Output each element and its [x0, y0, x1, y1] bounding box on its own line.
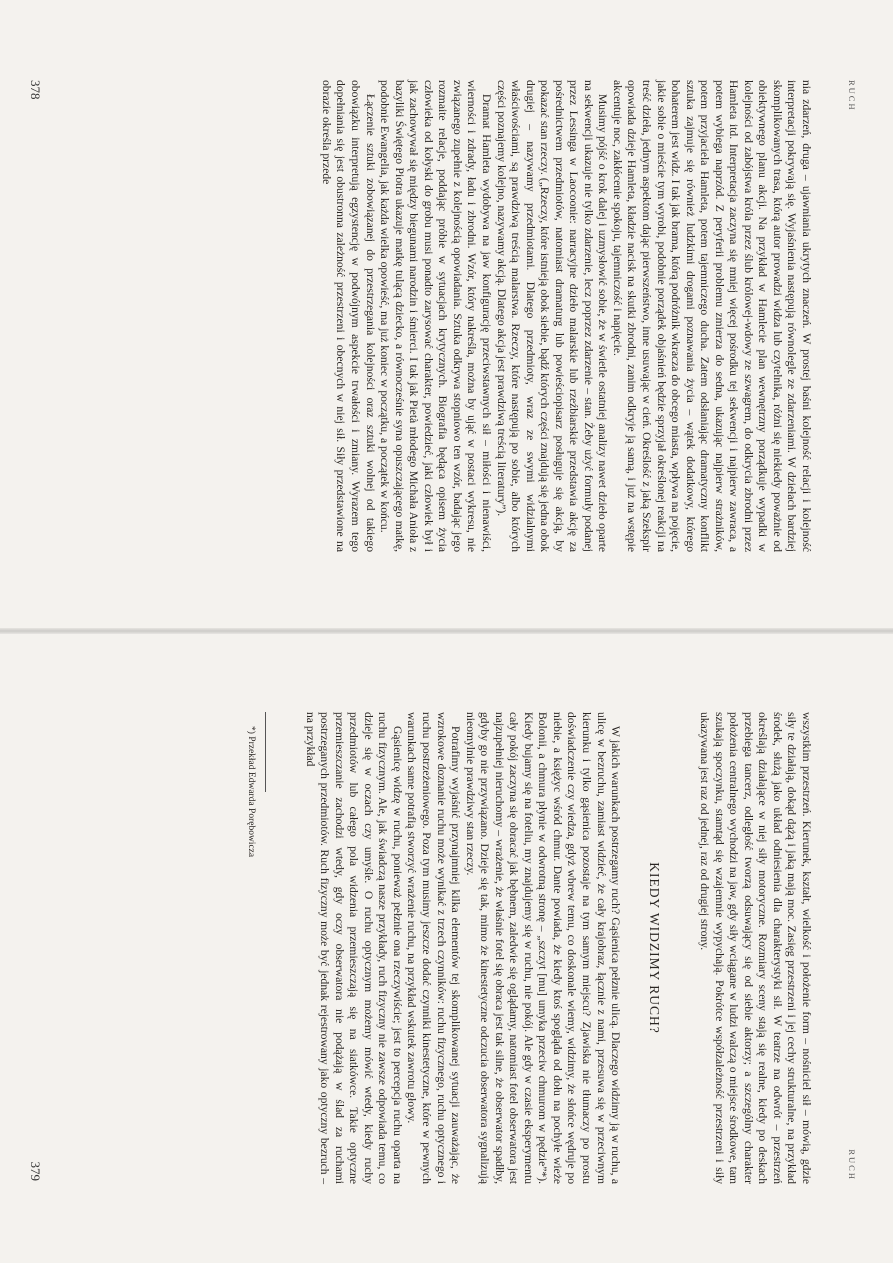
footnote: *) Przekład Edwarda Porębowicza: [246, 726, 257, 858]
page-number-left: 378: [28, 80, 43, 100]
paragraph: nia zdarzeń, druga – ujawniania ukrytych znaczeń. W prostej baśni kolejność relacji i kolejność interpretacji pokrywają się. Wyjaśnienia następują równolegle ze zdarzeniami. W dziełach bardziej skomplikowanych trasa, którą autor prowadzi widza lub czytelnika, różni się niekiedy poważnie od obiektywnego planu akcji. Na przykład w Hamlecie plan wewnętrzny porządkuje wypadki w kolejności od zabójstwa króla przez ślub królowej-wdowy ze szwagrem, do odkrycia zbrodni przez Hamleta itd. Interpretacja zaczyna się mniej więcej pośrodku tej sekwencji i najpierw zawraca, a potem wybiega naprzód. Z peryferii problemu zmierza do sedna, ukazując najpierw strażników, potem przyjaciela Hamleta, potem tajemniczego ducha. Zatem odsłaniając dramatyczny konflikt sztuka zajmuje się również ludzkimi drogami poznawania życia – wątek dodatkowy, którego bohaterem jest widz. I tak jak brama, którą podróżnik wkracza do obcego miasta, wpływa na pojęcie, jakie sobie o mieście tym wyrobi, podobnie porządek objaśnień będzie sprzyjał określonej reakcji na treść dzieła, jednym aspektom dając pierwszeństwo, inne usuwając w cień. Określość z jaką Szekspir opowiada dzieje Hamleta, kładzie nacisk na skutki zbrodni, zanim odkryje ją samą, i już na wstępie akcentuje noc, zakłócenie spokoju, tajemniczość i napięcie.: [610, 80, 813, 552]
paragraph: Musimy pójść o krok dalej i uzmysłowić sobie, że w świetle ostatniej analizy nawet dzieło oparte na sekwencji ukazuje nie tylko zdarzenie, lecz poprzez zdarzenie – stan. Żeby użyć formuły podanej przez Lessinga w Laocoonie: narracyjne dzieło malarskie lub rzeźbiarskie przedstawia akcję za pośrednictwem przedmiotów, natomiast dramaturg lub powieściopisarz posługuje się akcją, by pokazać stan rzeczy. („Rzeczy, które istnieją obok siebie, bądź których części znajdują się jedna obok drugiej – nazywamy przedmiotami. Dlatego przedmioty, wraz ze swymi widzialnymi właściwościami, są prawdziwą treścią malarstwa. Rzeczy, które następują po sobie, albo których części poznajemy kolejno, nazywamy akcją. Dlatego akcja jest prawdziwą treścią literatury”).: [494, 80, 610, 552]
left-page: [0, 0, 893, 631]
paragraph: Gąsienicę widzę w ruchu, ponieważ pełznie ona rzeczywiście; jest to percepcja ruchu oparta na ruchu fizycznym. Ale, jak świadczą nasze przykłady, ruch fizyczny nie zawsze odpowiada temu, co dzieje się w oczach czy umyśle. O ruchu optycznym możemy mówić wtedy, kiedy ruchy przedmiotów lub całego pola widzenia przemieszczają się na siatkówce. Takie optyczne przemieszczanie zachodzi wtedy, gdy oczy obserwatora nie podążają w ślad za ruchami postrzeganych przedmiotów. Ruch fizyczny może być jednak rejestrowany jako optyczny bezruch – na przykład: [303, 712, 404, 1184]
paragraph: Łączenie sztuki zobowiązanej do przestrzegania kolejności oraz sztuki wolnej od takiego obowiązku interpretują egzystencję w podwójnym aspekcie trwałości i zmiany. Wyrazem tego dopełniania się jest obustronna zależność przestrzeni i obecnych w niej sił. Siły przedstawione na obrazie określa przede: [319, 80, 377, 552]
paragraph: W jakich warunkach postrzegamy ruch? Gąsienica pełznie ulicą. Dlaczego widzimy ją w ruchu, a ulicę w bezruchu, zamiast widzieć, że cały krajobraz, łącznie z nami, przesuwa się w przeciwnym kierunku i tylko gąsienica pozostaje na tym samym miejscu? Zjawiska nie tłumaczy po prostu doświadczenie czy wiedza, gdyż wbrew temu, co doskonale wiemy, widzimy, że słońce wędruje po niebie, a księżyc wśród chmur. Dante powiada, że kiedy ktoś spogląda od dołu na pochyłe wieże Bolonii, a chmura płynie w odwrotną stronę – „szczyt [mu] umyka przeciw chmurom w pędzie”*). Kiedy bujamy się na foteliu, my znajdujemy się w ruchu, nie pokój. Ale gdy w czasie eksperymentu cały pokój zaczyna się obracać jak bębnem, zaledwie się oglądamy, natomiast fotel obserwatora jest najzupełniej nieruchomy – wrażenie, że właśnie fotel się obraca jest tak silne, że obserwator spadłby, gdyby go nie przywiązano. Dzieje się tak, mimo że kinestetyczne odczucia obserwatora sygnalizują nieomylnie prawdziwy stan rzeczy.: [463, 712, 623, 1184]
running-head-right: RUCH: [847, 1149, 857, 1181]
paragraph: wszystkim przestrzeń. Kierunek, kształt, wielkość i położenie form – nośniciel sił – mówią, gdzie siły te działają, dokąd dążą i jaką mają moc. Zasięg przestrzeni i jej cechy strukturalne, na przykład środek, służą jako układ odniesienia dla charakterystyki sił. W teatrze na odwrót – przestrzeń określają działające w niej siły motoryczne. Rozmiary sceny stają się realne, kiedy po deskach przebiega tancerz, odległość tworzą odsuwający się od siebie aktorzy; a szczególny charakter położenia centralnego wychodzi na jaw, gdy siły wciągane w ludzi walczą o miejsce środkowe, tam szukają spoczynku, stamtąd się wzajemnie wypychają. Pokrótce współzależność przestrzeni i siły ukazywana jest raz od jednej, raz od drugiej strony.: [698, 712, 813, 1184]
running-head-left: RUCH: [847, 80, 857, 112]
page-number-right: 379: [28, 1161, 43, 1181]
right-page: [0, 632, 893, 1263]
left-page-body: [318, 80, 813, 552]
right-page-body: [245, 712, 813, 1184]
footnote-rule: [265, 712, 266, 792]
section-heading: KIEDY WIDZIMY RUCH?: [646, 862, 662, 1034]
paragraph: Dramat Hamleta wydobywa na jaw konfigurację przeciwstawnych sił – miłości i nienawiści, wierności i zdrady, ładu i zbrodni. Wzór, który nakreśla, można by ująć w postaci wykresu, nie związanego zupełnie z kolejnością opowiadania. Sztuka odkrywa stopniowo ten wzór, badając jego rozmaite relacje, poddając próbie w sytuacjach krytycznych. Biografia będąca opisem życia człowieka od kołyski do grobu musi ponadto zarysować charakter, powiedzieć, jaki człowiek był i jak zachowywał się między biegunami narodzin i śmierci. I tak jak Pietà młodego Michała Anioła z bazyliki Świętego Piotra ukazuje matkę tulącą dziecko, a równocześnie syna opuszczającego matkę, podobnie Ewangelia, jak każda wielka opowieść, ma już koniec w początku, a początek w końcu.: [378, 80, 493, 552]
paragraph: Potrafimy wyjaśnić przynajmniej kilka elementów tej skomplikowanej sytuacji zauważając, że wzrokowe doznanie ruchu może wynikać z trzech czynników: ruchu fizycznego, ruchu optycznego i ruchu postrzeżeniowego. Poza tym musimy jeszcze dodać czynniki kinestetyczne, które w pewnych warunkach same potrafią stworzyć wrażenie ruchu, na przykład wskutek zawrotu głowy.: [405, 712, 463, 1184]
